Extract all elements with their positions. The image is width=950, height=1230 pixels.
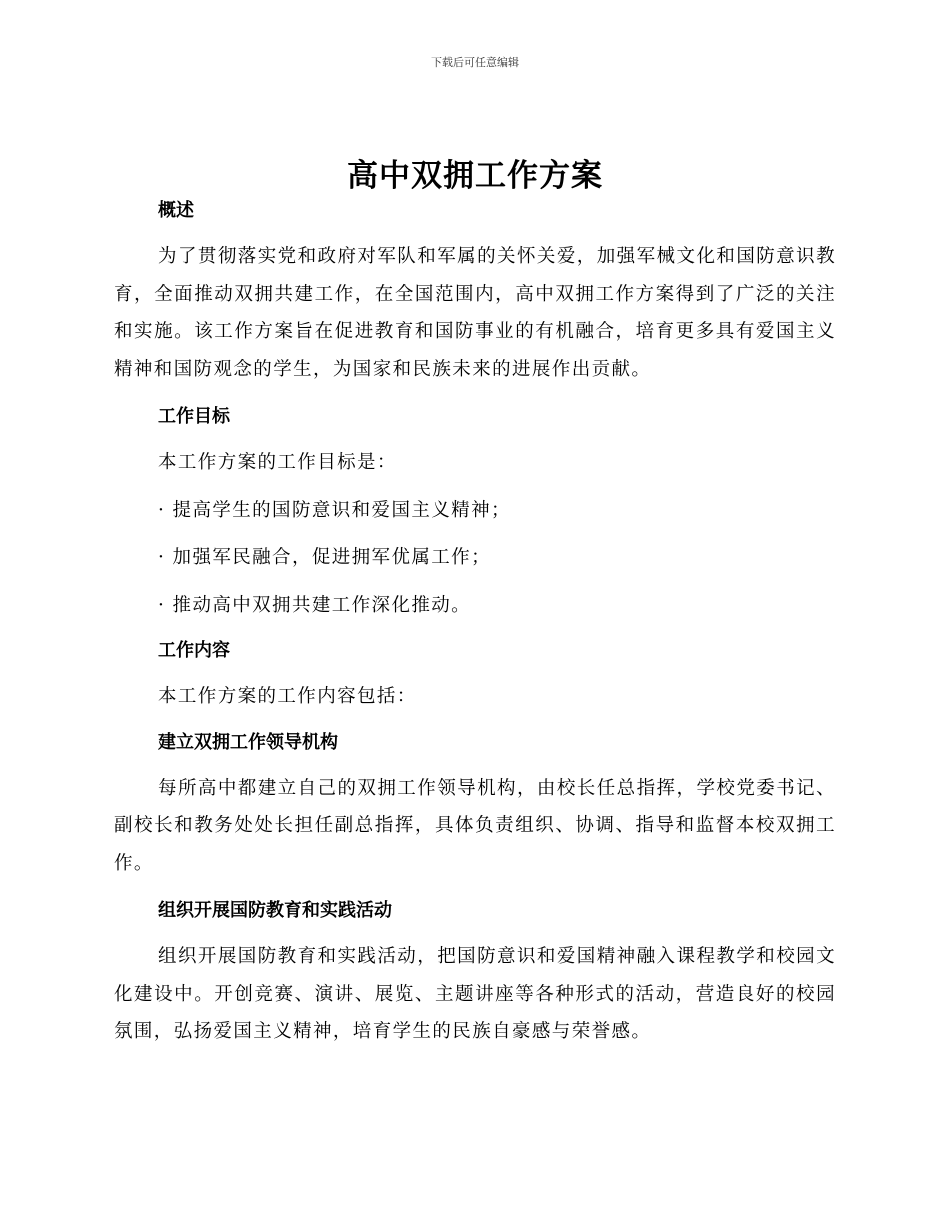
activities-paragraph: 组织开展国防教育和实践活动，把国防意识和爱国精神融入课程教学和校园文化建设中。开创竞赛、演讲、展览、主题讲座等各种形式的活动，营造良好的校园氛围，弘扬爱国主义精神，培育学生的民族自豪感与荣誉感。 [114,946,836,1042]
document-body [114,194,836,1051]
goals-intro: 本工作方案的工作目标是： [158,452,397,473]
header-note: 下载后可任意编辑 [431,56,519,69]
section-heading-activities: 组织开展国防教育和实践活动 [158,900,392,921]
goal-item-2: · 加强军民融合，促进拥军优属工作； [158,547,491,568]
goal-item-3: · 推动高中双拥共建工作深化推动。 [158,594,472,616]
overview-paragraph: 为了贯彻落实党和政府对军队和军属的关怀关爱，加强军械文化和国防意识教育，全面推动双拥共建工作，在全国范围内，高中双拥工作方案得到了广泛的关注和实施。该工作方案旨在促进教育和国防事业的有机融合，培育更多具有爱国主义精神和国防观念的学生，为国家和民族未来的进展作出贡献。 [114,246,836,380]
section-heading-leadership: 建立双拥工作领导机构 [158,731,338,753]
goal-item-1: · 提高学生的国防意识和爱国主义精神； [158,499,511,521]
leadership-paragraph: 每所高中都建立自己的双拥工作领导机构，由校长任总指挥，学校党委书记、副校长和教务处处长担任副总指挥，具体负责组织、协调、指导和监督本校双拥工作。 [114,777,836,874]
section-heading-content: 工作内容 [158,640,230,661]
document-title: 高中双拥工作方案 [347,158,603,194]
section-heading-overview: 概述 [158,200,194,221]
content-intro: 本工作方案的工作内容包括： [158,686,417,707]
section-heading-goals: 工作目标 [158,406,230,427]
